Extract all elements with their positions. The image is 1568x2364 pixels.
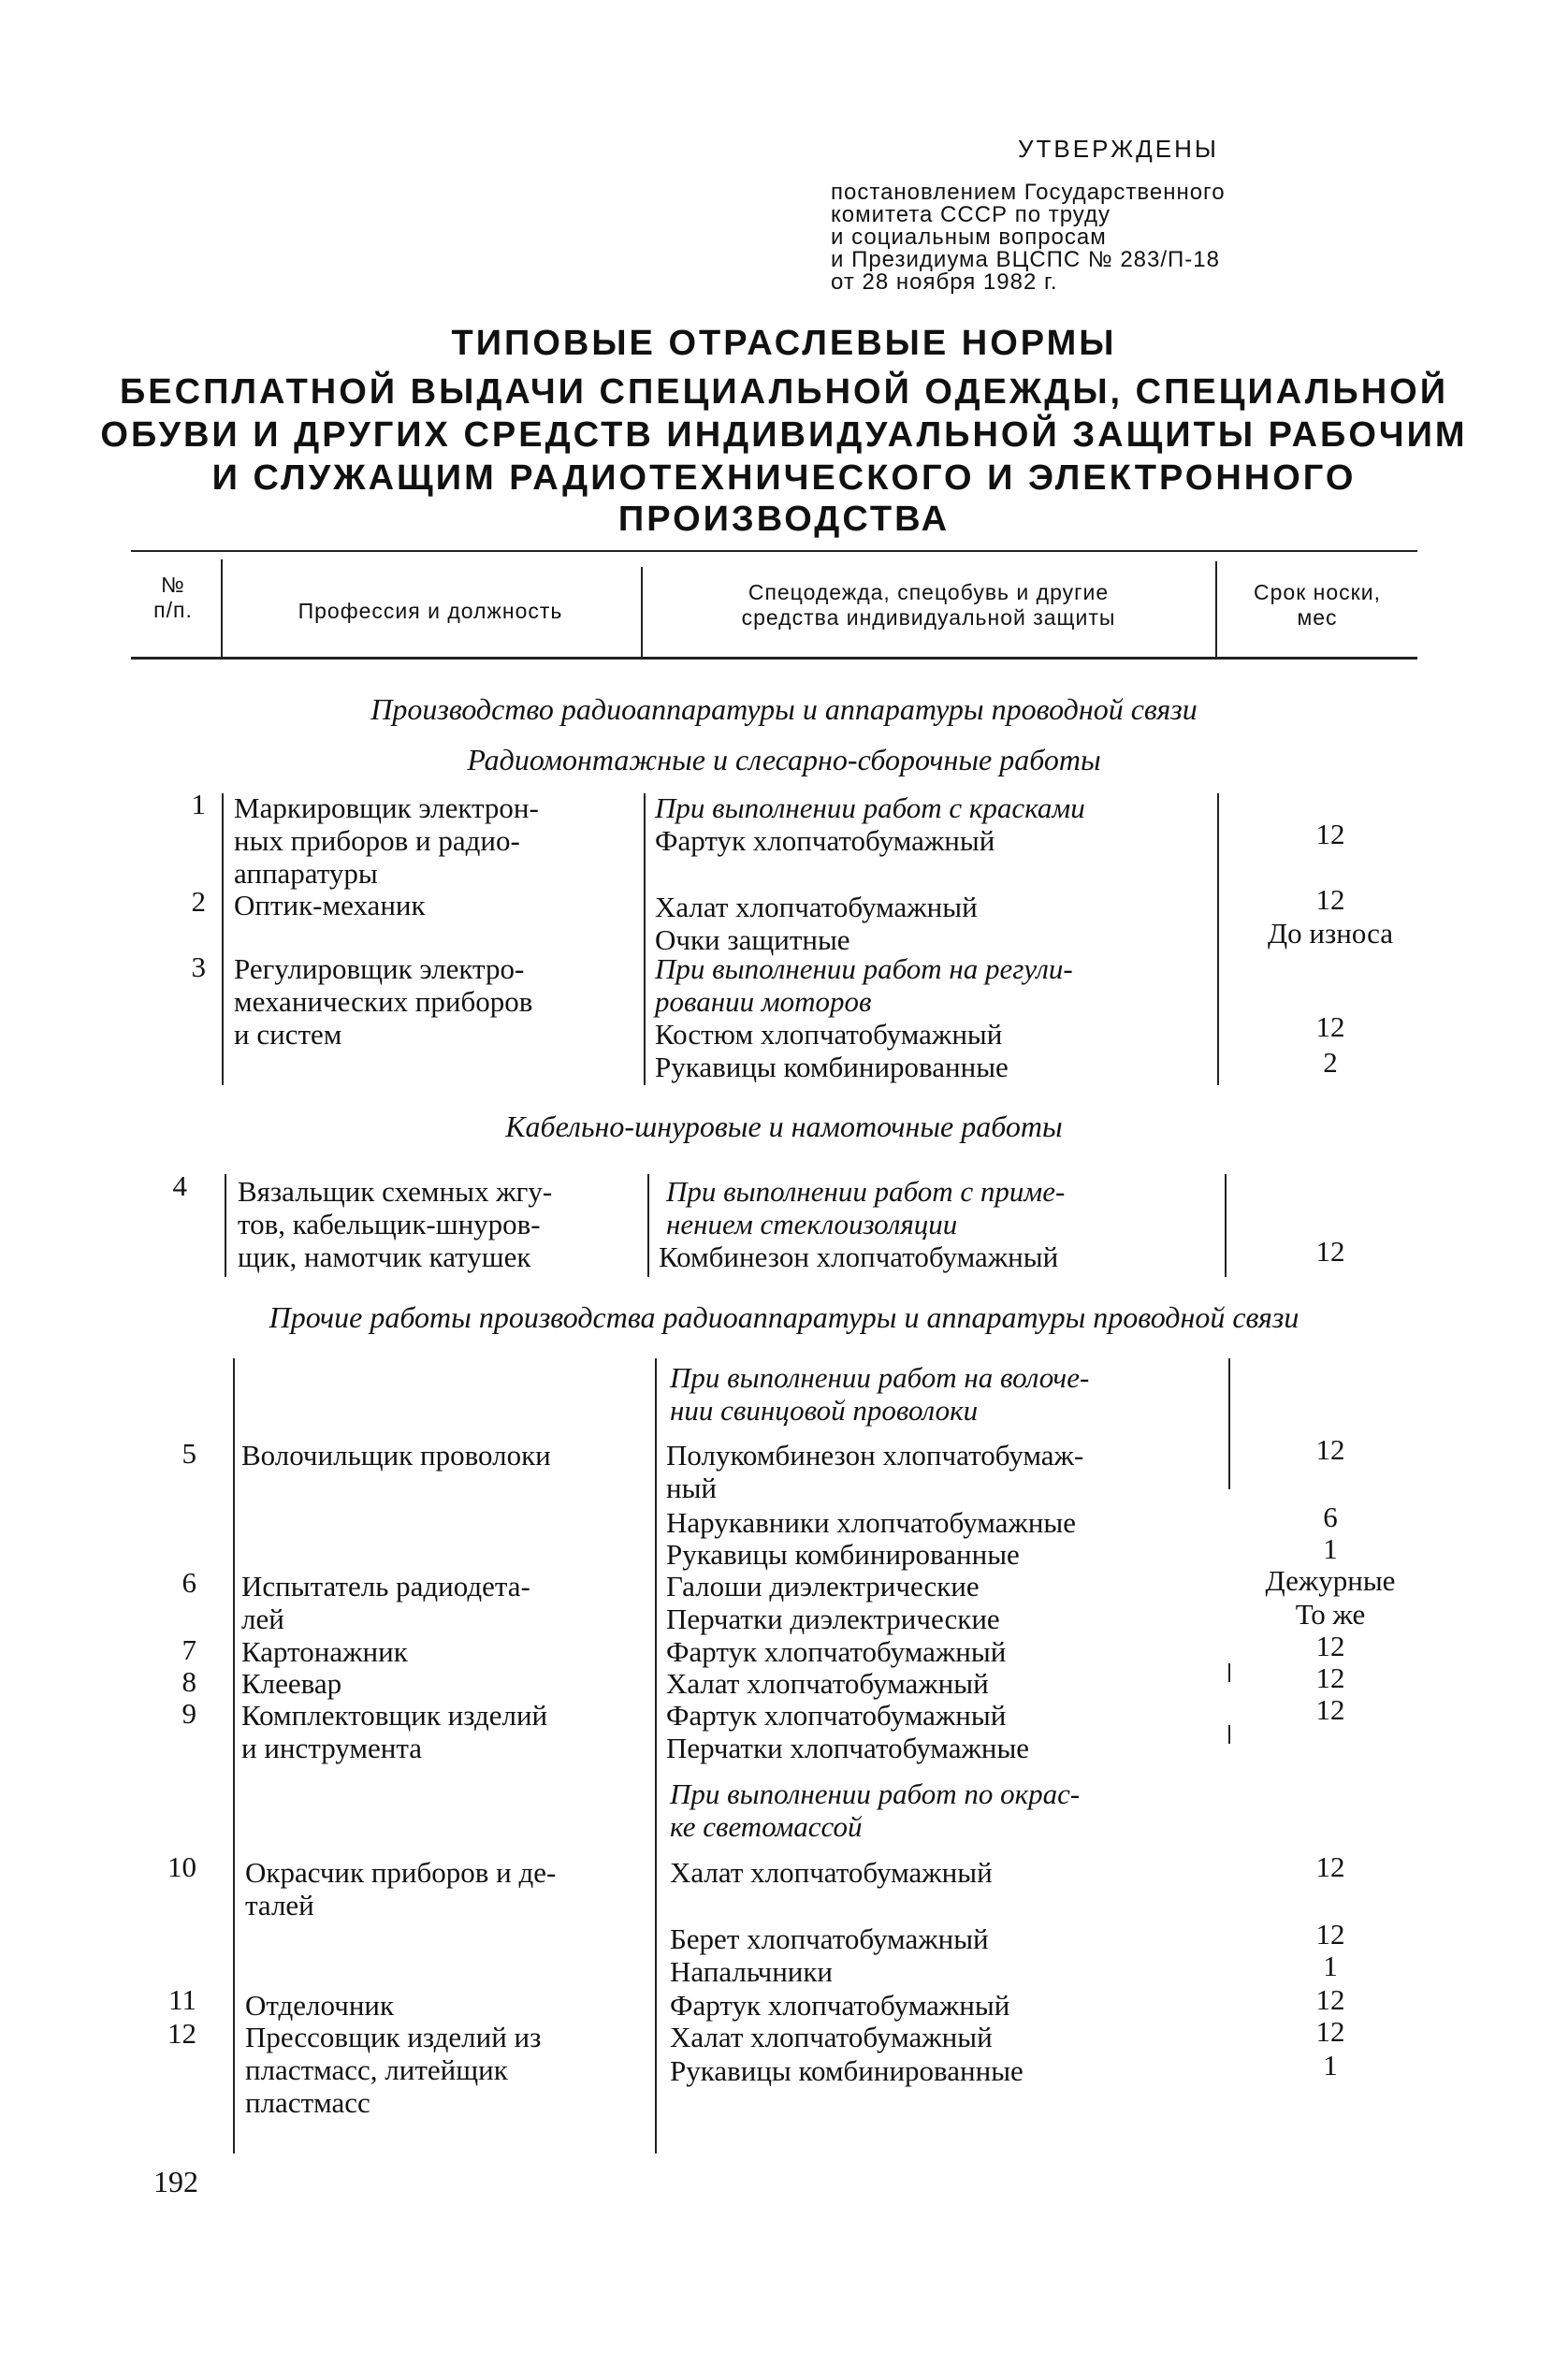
wear-term: 12	[1315, 818, 1345, 850]
column-divider	[1228, 1663, 1230, 1682]
section-heading: Прочие работы производства радиоаппаратуры и аппаратуры проводной связи	[269, 1300, 1299, 1334]
approval-line: от 28 ноября 1982 г.	[831, 269, 1058, 295]
equipment-item: Халат хлопчатобумажный	[670, 2021, 993, 2053]
wear-term: До износа	[1268, 917, 1393, 950]
work-condition: При выполнении работ на регули- ровании моторов	[655, 952, 1073, 1018]
equipment-item: Рукавицы комбинированные	[670, 2054, 1024, 2087]
row-number: 2	[191, 885, 206, 918]
column-divider	[1228, 1358, 1230, 1489]
wear-term: 12	[1315, 1235, 1345, 1268]
profession: Испытатель радиодета- лей	[241, 1570, 530, 1635]
row-number: 4	[172, 1169, 187, 1202]
equipment-item: Перчатки диэлектрические	[666, 1603, 1000, 1635]
wear-term: 12	[1315, 1918, 1345, 1951]
equipment-item: Фартук хлопчатобумажный	[666, 1635, 1007, 1668]
equipment-item: Халат хлопчатобумажный	[655, 891, 978, 923]
work-condition: При выполнении работ по окрас- ке светомассой	[670, 1777, 1081, 1843]
column-divider	[1217, 793, 1219, 1085]
column-divider	[1225, 1174, 1227, 1277]
header-rule-top	[131, 550, 1417, 552]
wear-term: 12	[1315, 1433, 1345, 1466]
row-number: 1	[191, 788, 206, 820]
profession: Отделочник	[245, 1989, 395, 2022]
wear-term: 12	[1315, 2015, 1345, 2048]
header-number: № п/п.	[153, 573, 193, 622]
document-title: БЕСПЛАТНОЙ ВЫДАЧИ СПЕЦИАЛЬНОЙ ОДЕЖДЫ, СПЕЦИАЛЬНОЙ	[119, 372, 1449, 412]
page-number: 192	[153, 2165, 198, 2198]
wear-term: 12	[1315, 1661, 1345, 1694]
column-divider	[1215, 561, 1217, 657]
wear-term: 2	[1323, 1046, 1338, 1079]
column-divider	[644, 793, 646, 1085]
wear-term: 12	[1315, 1850, 1345, 1883]
wear-term: То же	[1295, 1598, 1366, 1631]
column-divider	[233, 1358, 235, 2154]
profession: Волочильщик проволоки	[241, 1439, 551, 1472]
profession: Прессовщик изделий из пластмасс, литейщик пластмасс	[245, 2021, 542, 2119]
column-divider	[655, 1358, 657, 2154]
equipment-item: Халат хлопчатобумажный	[666, 1667, 989, 1700]
approval-line: и Президиума ВЦСПС № 283/П-18	[831, 247, 1220, 272]
equipment-item: Очки защитные	[655, 923, 850, 956]
profession: Оптик-механик	[234, 889, 426, 921]
equipment-item: Берет хлопчатобумажный	[670, 1922, 989, 1955]
wear-term: Дежурные	[1265, 1564, 1396, 1597]
equipment-item: Фартук хлопчатобумажный	[670, 1989, 1010, 2022]
profession: Клеевар	[241, 1667, 342, 1700]
approval-line: и социальным вопросам	[831, 225, 1107, 250]
equipment-item: Полукомбинезон хлопчатобумаж- ный	[666, 1439, 1084, 1504]
header-term: Срок носки, мес	[1254, 580, 1381, 630]
profession: Маркировщик электрон- ных приборов и радио- аппаратуры	[234, 791, 539, 890]
profession: Регулировщик электро- механических приборов и систем	[234, 952, 533, 1051]
row-number: 7	[181, 1633, 196, 1666]
subsection-heading: Кабельно-шнуровые и намоточные работы	[505, 1109, 1063, 1143]
work-condition: При выполнении работ с приме- нением стеклоизоляции	[666, 1175, 1066, 1240]
header-rule-bottom	[131, 657, 1417, 660]
wear-term: 1	[1323, 1950, 1338, 1982]
wear-term: 12	[1315, 1983, 1345, 2016]
wear-term: 12	[1315, 1693, 1345, 1726]
approval-line: постановлением Государственного	[831, 180, 1226, 205]
row-number: 12	[167, 2017, 196, 2050]
equipment-item: Рукавицы комбинированные	[666, 1538, 1020, 1571]
document-title: ОБУВИ И ДРУГИХ СРЕДСТВ ИНДИВИДУАЛЬНОЙ ЗАЩИТЫ РАБОЧИМ	[100, 415, 1468, 455]
column-divider	[221, 559, 223, 657]
equipment-item: Фартук хлопчатобумажный	[666, 1699, 1007, 1732]
row-number: 5	[181, 1437, 196, 1470]
wear-term: 12	[1315, 1010, 1345, 1043]
header-equipment: Спецодежда, спецобувь и другие средства индивидуальной защиты	[741, 580, 1116, 630]
profession: Вязальщик схемных жгу- тов, кабельщик-шнуров- щик, намотчик катушек	[238, 1175, 553, 1273]
column-divider	[647, 1174, 649, 1277]
equipment-item: Нарукавники хлопчатобумажные	[666, 1506, 1076, 1539]
wear-term: 6	[1323, 1501, 1338, 1533]
wear-term: 1	[1323, 1532, 1338, 1565]
approval-heading: УТВЕРЖДЕНЫ	[1018, 135, 1219, 163]
row-number: 3	[191, 950, 206, 983]
header-profession: Профессия и должность	[298, 599, 563, 623]
row-number: 6	[181, 1566, 196, 1599]
equipment-item: Комбинезон хлопчатобумажный	[659, 1240, 1059, 1273]
equipment-item: Фартук хлопчатобумажный	[655, 824, 995, 857]
row-number: 11	[168, 1983, 196, 2016]
row-number: 10	[167, 1850, 196, 1883]
equipment-item: Перчатки хлопчатобумажные	[666, 1732, 1030, 1764]
document-title: ТИПОВЫЕ ОТРАСЛЕВЫЕ НОРМЫ	[451, 324, 1117, 363]
column-divider	[225, 1174, 226, 1277]
equipment-item: Халат хлопчатобумажный	[670, 1856, 993, 1889]
profession: Окрасчик приборов и де- талей	[245, 1856, 557, 1922]
document-title: ПРОИЗВОДСТВА	[617, 500, 951, 539]
column-divider	[641, 567, 643, 657]
equipment-item: Костюм хлопчатобумажный	[655, 1018, 1003, 1051]
work-condition: При выполнении работ на волоче- нии свинцовой проволоки	[670, 1361, 1090, 1427]
approval-line: комитета СССР по труду	[831, 202, 1111, 227]
wear-term: 1	[1323, 2049, 1338, 2081]
profession: Картонажник	[241, 1635, 408, 1668]
subsection-heading: Радиомонтажные и слесарно-сборочные работы	[467, 743, 1101, 776]
column-divider	[1228, 1725, 1230, 1744]
column-divider	[222, 793, 224, 1085]
equipment-item: Рукавицы комбинированные	[655, 1051, 1009, 1083]
row-number: 9	[181, 1697, 196, 1730]
work-condition: При выполнении работ с красками	[655, 791, 1085, 824]
equipment-item: Напальчники	[670, 1955, 834, 1988]
equipment-item: Галоши диэлектрические	[666, 1570, 980, 1603]
row-number: 8	[181, 1665, 196, 1698]
wear-term: 12	[1315, 1630, 1345, 1662]
wear-term: 12	[1315, 883, 1345, 916]
section-heading: Производство радиоаппаратуры и аппаратуры проводной связи	[370, 692, 1198, 726]
profession: Комплектовщик изделий и инструмента	[241, 1699, 548, 1764]
document-title: И СЛУЖАЩИМ РАДИОТЕХНИЧЕСКОГО И ЭЛЕКТРОННОГО	[211, 458, 1357, 498]
